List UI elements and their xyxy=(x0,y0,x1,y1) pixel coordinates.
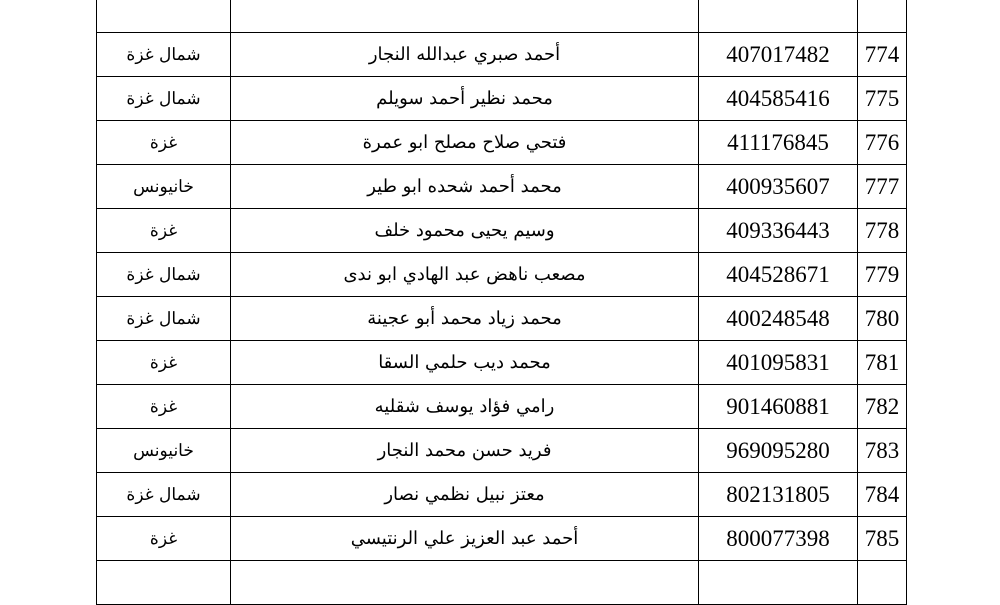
id-number-cell: 800077398 xyxy=(699,517,858,561)
region-cell: شمال غزة xyxy=(97,33,231,77)
id-number-cell: 901460881 xyxy=(699,385,858,429)
id-number-cell: 411176845 xyxy=(699,121,858,165)
region-cell: خانيونس xyxy=(97,429,231,473)
name-cell xyxy=(231,561,699,605)
region-cell: شمال غزة xyxy=(97,473,231,517)
id-number-cell: 802131805 xyxy=(699,473,858,517)
row-number-cell: 782 xyxy=(858,385,907,429)
roster-body xyxy=(97,0,907,605)
name-cell: أحمد عبد العزيز علي الرنتيسي xyxy=(231,517,699,561)
name-cell: معتز نبيل نظمي نصار xyxy=(231,473,699,517)
name-cell: رامي فؤاد يوسف شقليه xyxy=(231,385,699,429)
id-number-cell: 969095280 xyxy=(699,429,858,473)
table-row xyxy=(97,385,907,429)
table-row xyxy=(97,561,907,605)
table-row xyxy=(97,473,907,517)
name-cell: أحمد صبري عبدالله النجار xyxy=(231,33,699,77)
name-cell: محمد أحمد شحده ابو طير xyxy=(231,165,699,209)
id-number-cell: 404528671 xyxy=(699,253,858,297)
row-number-cell: 785 xyxy=(858,517,907,561)
table-row xyxy=(97,517,907,561)
name-cell: وسيم يحيى محمود خلف xyxy=(231,209,699,253)
table-row xyxy=(97,0,907,33)
id-number-cell xyxy=(699,561,858,605)
region-cell: شمال غزة xyxy=(97,297,231,341)
name-cell: مصعب ناهض عبد الهادي ابو ندى xyxy=(231,253,699,297)
table-row xyxy=(97,341,907,385)
row-number-cell xyxy=(858,561,907,605)
row-number-cell xyxy=(858,0,907,33)
row-number-cell: 783 xyxy=(858,429,907,473)
name-cell xyxy=(231,0,699,33)
table-row xyxy=(97,121,907,165)
name-cell: محمد ديب حلمي السقا xyxy=(231,341,699,385)
table-row xyxy=(97,297,907,341)
region-cell: خانيونس xyxy=(97,165,231,209)
table-row xyxy=(97,253,907,297)
name-cell: فتحي صلاح مصلح ابو عمرة xyxy=(231,121,699,165)
region-cell: غزة xyxy=(97,121,231,165)
table-row xyxy=(97,429,907,473)
region-cell: شمال غزة xyxy=(97,77,231,121)
table-row xyxy=(97,77,907,121)
id-number-cell: 407017482 xyxy=(699,33,858,77)
id-number-cell: 401095831 xyxy=(699,341,858,385)
region-cell xyxy=(97,0,231,33)
id-number-cell: 400935607 xyxy=(699,165,858,209)
region-cell: غزة xyxy=(97,517,231,561)
row-number-cell: 775 xyxy=(858,77,907,121)
region-cell: غزة xyxy=(97,209,231,253)
roster-table xyxy=(96,0,907,605)
name-cell: محمد نظير أحمد سويلم xyxy=(231,77,699,121)
id-number-cell: 404585416 xyxy=(699,77,858,121)
row-number-cell: 780 xyxy=(858,297,907,341)
row-number-cell: 784 xyxy=(858,473,907,517)
row-number-cell: 777 xyxy=(858,165,907,209)
table-row xyxy=(97,33,907,77)
name-cell: فريد حسن محمد النجار xyxy=(231,429,699,473)
row-number-cell: 778 xyxy=(858,209,907,253)
region-cell: غزة xyxy=(97,341,231,385)
table-row xyxy=(97,209,907,253)
id-number-cell: 409336443 xyxy=(699,209,858,253)
region-cell: شمال غزة xyxy=(97,253,231,297)
region-cell: غزة xyxy=(97,385,231,429)
row-number-cell: 779 xyxy=(858,253,907,297)
id-number-cell: 400248548 xyxy=(699,297,858,341)
row-number-cell: 781 xyxy=(858,341,907,385)
row-number-cell: 774 xyxy=(858,33,907,77)
region-cell xyxy=(97,561,231,605)
name-cell: محمد زياد محمد أبو عجينة xyxy=(231,297,699,341)
row-number-cell: 776 xyxy=(858,121,907,165)
table-row xyxy=(97,165,907,209)
id-number-cell xyxy=(699,0,858,33)
